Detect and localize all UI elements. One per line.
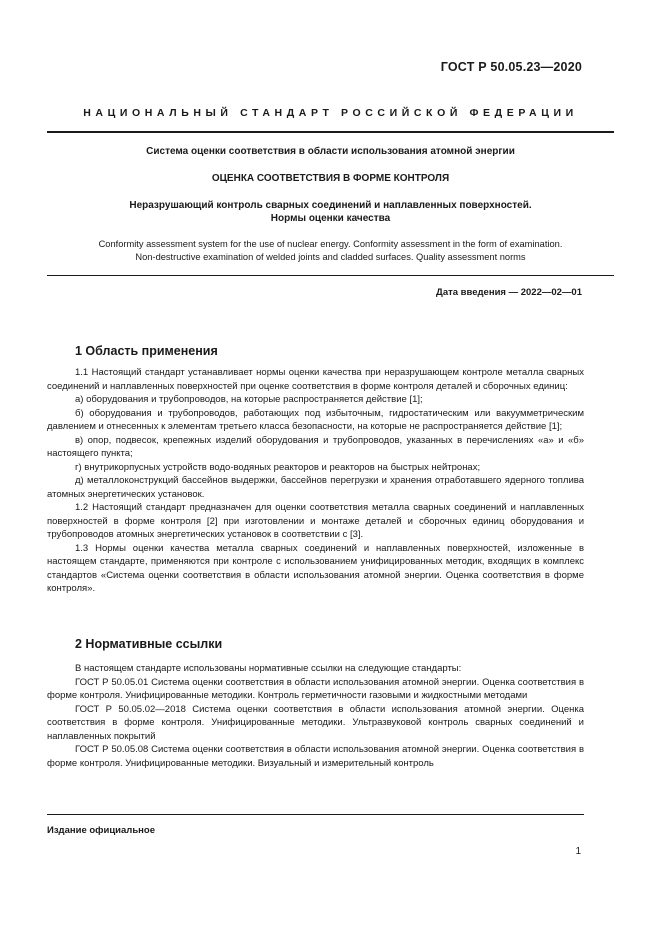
reference-item: ГОСТ Р 50.05.01 Система оценки соответствия в области использования атомной энергии. Оценка соответствия в форме контроля. Унифицированные методики. Контроль герметичности газовыми и жидкостными методами [47, 676, 584, 701]
national-standard-banner: НАЦИОНАЛЬНЫЙ СТАНДАРТ РОССИЙСКОЙ ФЕДЕРАЦИИ [83, 107, 578, 119]
paragraph: 1.1 Настоящий стандарт устанавливает нормы оценки качества при неразрушающем контроле металла сварных соединений и наплавленных поверхностей при оценке соответствия в форме контроля деталей и сборочных единиц: [47, 367, 584, 392]
section-1-heading: 1 Область применения [75, 344, 218, 358]
page-number: 1 [575, 846, 581, 857]
title-divider [47, 275, 614, 276]
paragraph: 1.3 Нормы оценки качества металла сварных соединений и наплавленных поверхностей, изложенные в настоящем стандарте, применяются при контроле с использованием унифицированных методик, входящих в комплекс стандартов «Система оценки соответствия в области использования атомной энергии. Оценка соответствия в форме контроля». [47, 542, 584, 594]
english-title-line-2: Non-destructive examination of welded joints and cladded surfaces. Quality assessment norms [135, 251, 526, 262]
main-title: ОЦЕНКА СООТВЕТСТВИЯ В ФОРМЕ КОНТРОЛЯ [211, 173, 450, 184]
list-item: д) металлоконструкций бассейнов выдержки, бассейнов перегрузки и хранения отработавшего ядерного топлива атомных энергетических установок. [47, 475, 584, 500]
paragraph: В настоящем стандарте использованы нормативные ссылки на следующие стандарты: [75, 663, 462, 674]
introduction-date: Дата введения — 2022—02—01 [436, 287, 582, 298]
list-item: б) оборудования и трубопроводов, работающих под избыточным, гидростатическим или вакуумметрическим давлением и отнесенных к элементам третьего класса безопасности, на которые не распространяется действие [1]; [47, 407, 584, 432]
document-code: ГОСТ Р 50.05.23—2020 [440, 60, 582, 74]
reference-item: ГОСТ Р 50.05.08 Система оценки соответствия в области использования атомной энергии. Оценка соответствия в форме контроля. Унифицированные методики. Визуальный и измерительный контроль [47, 744, 584, 769]
list-item: в) опор, подвесок, крепежных изделий оборудования и трубопроводов, указанных в перечислениях «а» и «б» настоящего пункта; [47, 434, 584, 459]
subtitle [47, 199, 614, 225]
reference-item: ГОСТ Р 50.05.02—2018 Система оценки соответствия в области использования атомной энергии. Оценка соответствия в форме контроля. Унифицированные методики. Ультразвуковой контроль сварных соединений и наплавленных покрытий [47, 703, 584, 742]
section-1-body [47, 366, 584, 596]
header-divider [47, 131, 614, 133]
section-2-body [47, 662, 584, 770]
list-item: г) внутрикорпусных устройств водо-водяных реакторов и реакторов на быстрых нейтронах; [75, 461, 481, 473]
footer-divider [47, 814, 584, 815]
subtitle-line-1: Неразрушающий контроль сварных соединений и наплавленных поверхностей. [129, 200, 532, 211]
paragraph: 1.2 Настоящий стандарт предназначен для оценки соответствия металла сварных соединений и наплавленных поверхностей в форме контроля [2] при изготовлении и монтаже деталей и сборочных единиц оборудования и трубопроводов атомных энергетических установок в соответствии с [3]. [47, 502, 584, 540]
section-2-heading: 2 Нормативные ссылки [75, 637, 223, 651]
english-title [47, 238, 614, 263]
english-title-line-1: Conformity assessment system for the use of nuclear energy. Conformity assessment in the form of examination. [98, 239, 563, 249]
system-title: Система оценки соответствия в области использования атомной энергии [146, 146, 515, 157]
list-item: а) оборудования и трубопроводов, на которые распространяется действие [1]; [75, 394, 423, 405]
edition-label: Издание официальное [47, 825, 155, 836]
subtitle-line-2: Нормы оценки качества [270, 213, 391, 224]
